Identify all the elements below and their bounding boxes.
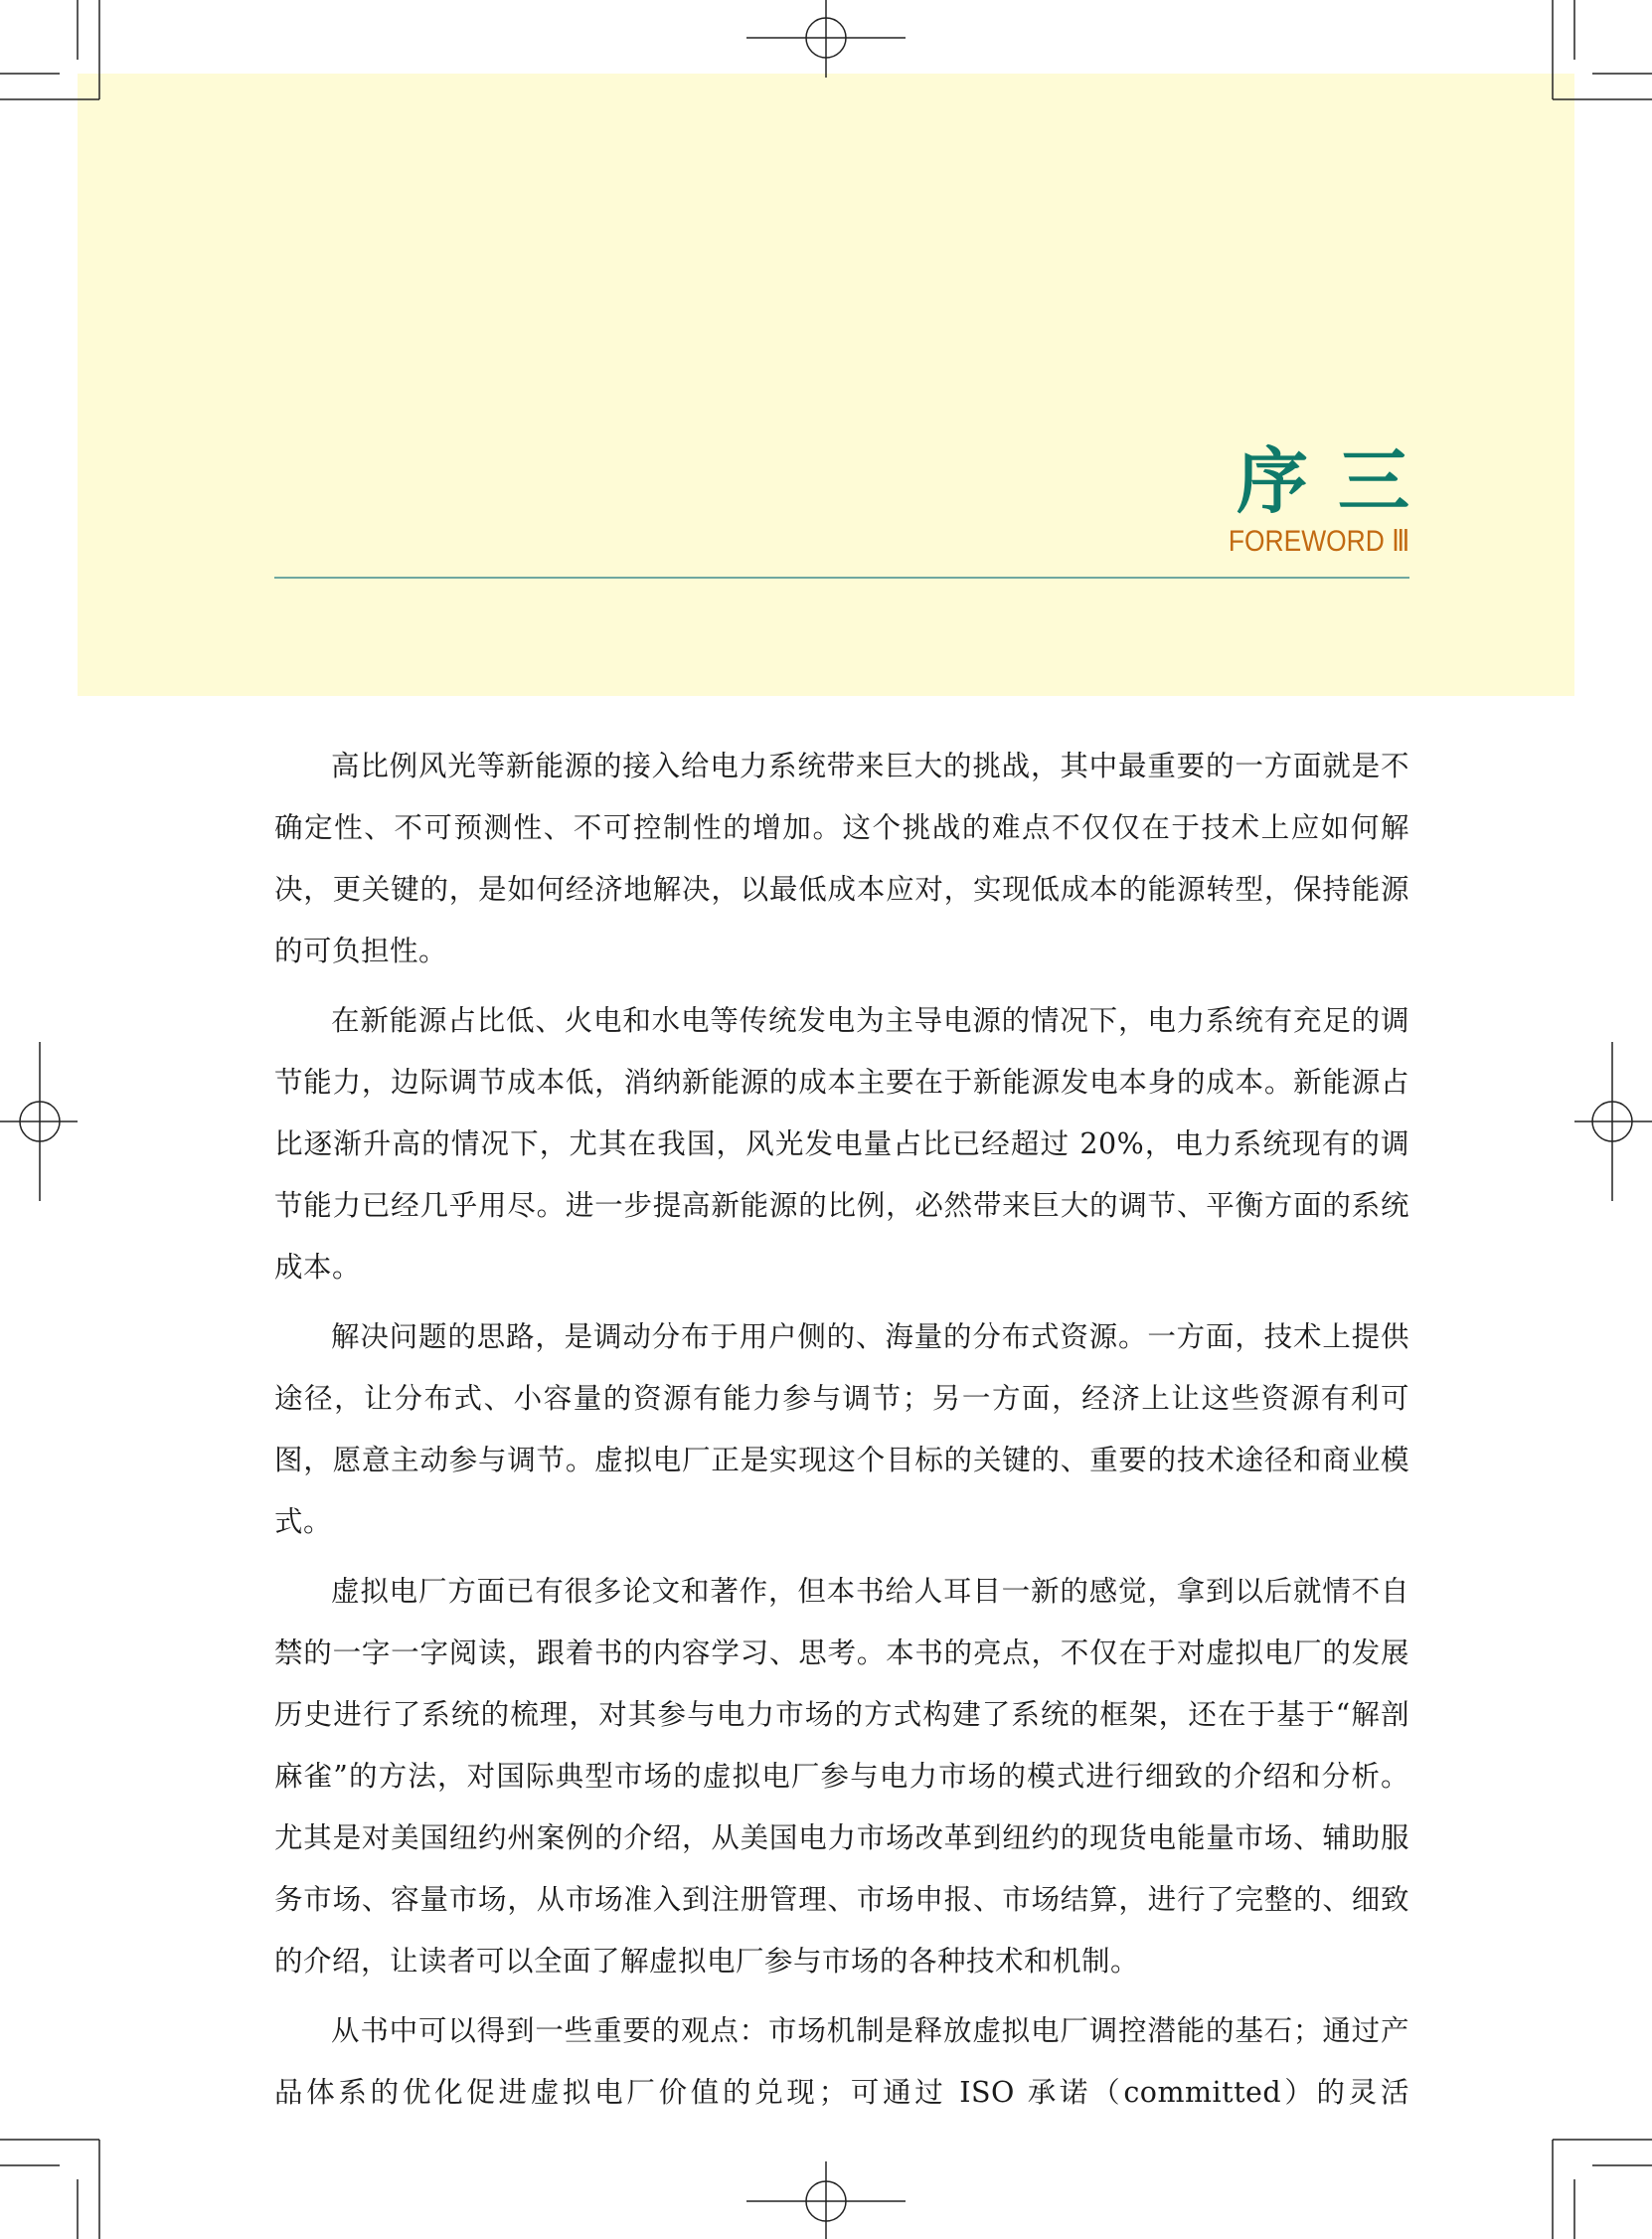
paragraph-4: 虚拟电厂方面已有很多论文和著作，但本书给人耳目一新的感觉，拿到以后就情不自禁的一字一字阅读，跟着书的内容学习、思考。本书的亮点，不仅在于对虚拟电厂的发展历史进行了系统的梳理，对其参与电力市场的方式构建了系统的框架，还在于基于“解剖麻雀”的方法，对国际典型市场的虚拟电厂参与电力市场的模式进行细致的介绍和分析。尤其是对美国纽约州案例的介绍，从美国电力市场改革到纽约的现货电能量市场、辅助服务市场、容量市场，从市场准入到注册管理、市场申报、市场结算，进行了完整的、细致的介绍，让读者可以全面了解虚拟电厂参与市场的各种技术和机制。: [274, 1575, 1409, 1978]
crop-mark-bottom-right: [1543, 2130, 1652, 2239]
header-band: [78, 74, 1574, 696]
crop-mark-top-left: [0, 0, 109, 109]
registration-mark-bottom: [746, 2159, 906, 2239]
page-title: 序三: [1236, 439, 1439, 523]
paragraph-1: 高比例风光等新能源的接入给电力系统带来巨大的挑战，其中最重要的一方面就是不确定性、不可预测性、不可控制性的增加。这个挑战的难点不仅仅在于技术上应如何解决，更关键的，是如何经济地解决，以最低成本应对，实现低成本的能源转型，保持能源的可负担性。: [274, 750, 1409, 967]
title-divider: [274, 577, 1409, 579]
crop-mark-bottom-left: [0, 2130, 109, 2239]
foreword-body: [274, 736, 1409, 2124]
registration-mark-right: [1572, 1042, 1652, 1201]
paragraph-5: 从书中可以得到一些重要的观点：市场机制是释放虚拟电厂调控潜能的基石；通过产品体系的优化促进虚拟电厂价值的兑现；可通过 ISO 承诺（committed）的灵活: [274, 2014, 1409, 2109]
registration-mark-top: [746, 0, 906, 80]
registration-mark-left: [0, 1042, 80, 1201]
paragraph-2: 在新能源占比低、火电和水电等传统发电为主导电源的情况下，电力系统有充足的调节能力，边际调节成本低，消纳新能源的成本主要在于新能源发电本身的成本。新能源占比逐渐升高的情况下，尤其在我国，风光发电量占比已经超过 20%，电力系统现有的调节能力已经几乎用尽。进一步提高新能源的比例，必然带来巨大的调节、平衡方面的系统成本。: [274, 1004, 1409, 1284]
page-subtitle: FOREWORD Ⅲ: [1228, 525, 1409, 558]
paragraph-3: 解决问题的思路，是调动分布于用户侧的、海量的分布式资源。一方面，技术上提供途径，让分布式、小容量的资源有能力参与调节；另一方面，经济上让这些资源有利可图，愿意主动参与调节。虚拟电厂正是实现这个目标的关键的、重要的技术途径和商业模式。: [274, 1320, 1409, 1538]
crop-mark-top-right: [1543, 0, 1652, 109]
